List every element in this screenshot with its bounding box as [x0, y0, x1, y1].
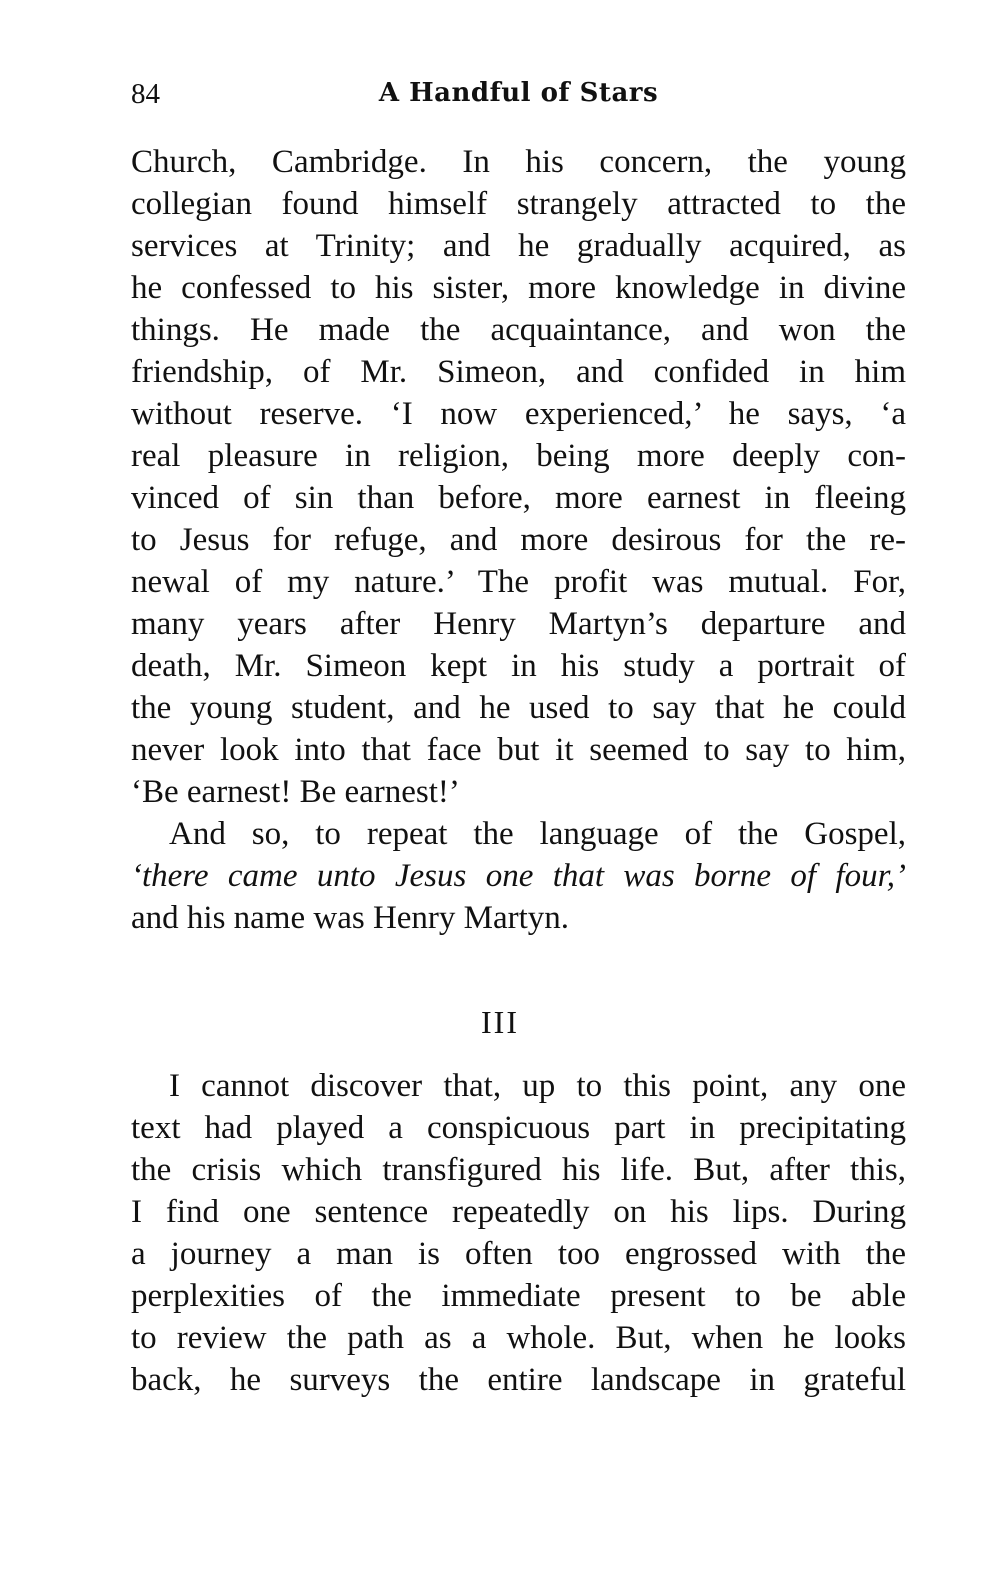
text-line: collegian found himself strangely attracted to the — [131, 186, 906, 222]
text-line: I find one sentence repeatedly on his lips. During — [131, 1194, 906, 1230]
text-line: vinced of sin than before, more earnest in fleeing — [131, 480, 906, 516]
text-line: perplexities of the immediate present to be able — [131, 1278, 906, 1314]
text-line: to Jesus for refuge, and more desirous for the re- — [131, 522, 906, 558]
page-header — [131, 78, 906, 118]
text-line: real pleasure in religion, being more deeply con- — [131, 438, 906, 474]
text-line: friendship, of Mr. Simeon, and confided in him — [131, 354, 906, 390]
text-line: many years after Henry Martyn’s departure and — [131, 606, 906, 642]
text-line: back, he surveys the entire landscape in grateful — [131, 1362, 906, 1398]
text-line: without reserve. ‘I now experienced,’ he says, ‘a — [131, 396, 906, 432]
gospel-quote: ‘there came unto Jesus one that was borne of four,’ — [131, 858, 906, 894]
text-line: never look into that face but it seemed to say to him, — [131, 732, 906, 768]
text-line: and his name was Henry Martyn. — [131, 900, 570, 936]
paragraph-2 — [131, 813, 906, 939]
text-line: newal of my nature.’ The profit was mutual. For, — [131, 564, 906, 600]
text-line: he confessed to his sister, more knowledge in divine — [131, 270, 906, 306]
section-heading: III — [481, 1004, 519, 1040]
text-line: death, Mr. Simeon kept in his study a portrait of — [131, 648, 906, 684]
text-line: Church, Cambridge. In his concern, the young — [131, 144, 906, 180]
text-line: ‘Be earnest! Be earnest!’ — [131, 774, 460, 810]
text-line: the young student, and he used to say that he could — [131, 690, 906, 726]
text-line: the crisis which transfigured his life. But, after this, — [131, 1152, 906, 1188]
text-line: services at Trinity; and he gradually acquired, as — [131, 228, 906, 264]
paragraph-1 — [131, 141, 906, 813]
text-line: I cannot discover that, up to this point, any one — [169, 1068, 906, 1104]
page-number: 84 — [131, 78, 160, 110]
paragraph-3 — [131, 1065, 906, 1401]
running-title: A Handful of Stars — [378, 78, 659, 108]
text-line: a journey a man is often too engrossed with the — [131, 1236, 906, 1272]
text-line: things. He made the acquaintance, and won the — [131, 312, 906, 348]
text-line: And so, to repeat the language of the Gospel, — [169, 816, 906, 852]
text-line: text had played a conspicuous part in precipitating — [131, 1110, 906, 1146]
text-line: to review the path as a whole. But, when he looks — [131, 1320, 906, 1356]
